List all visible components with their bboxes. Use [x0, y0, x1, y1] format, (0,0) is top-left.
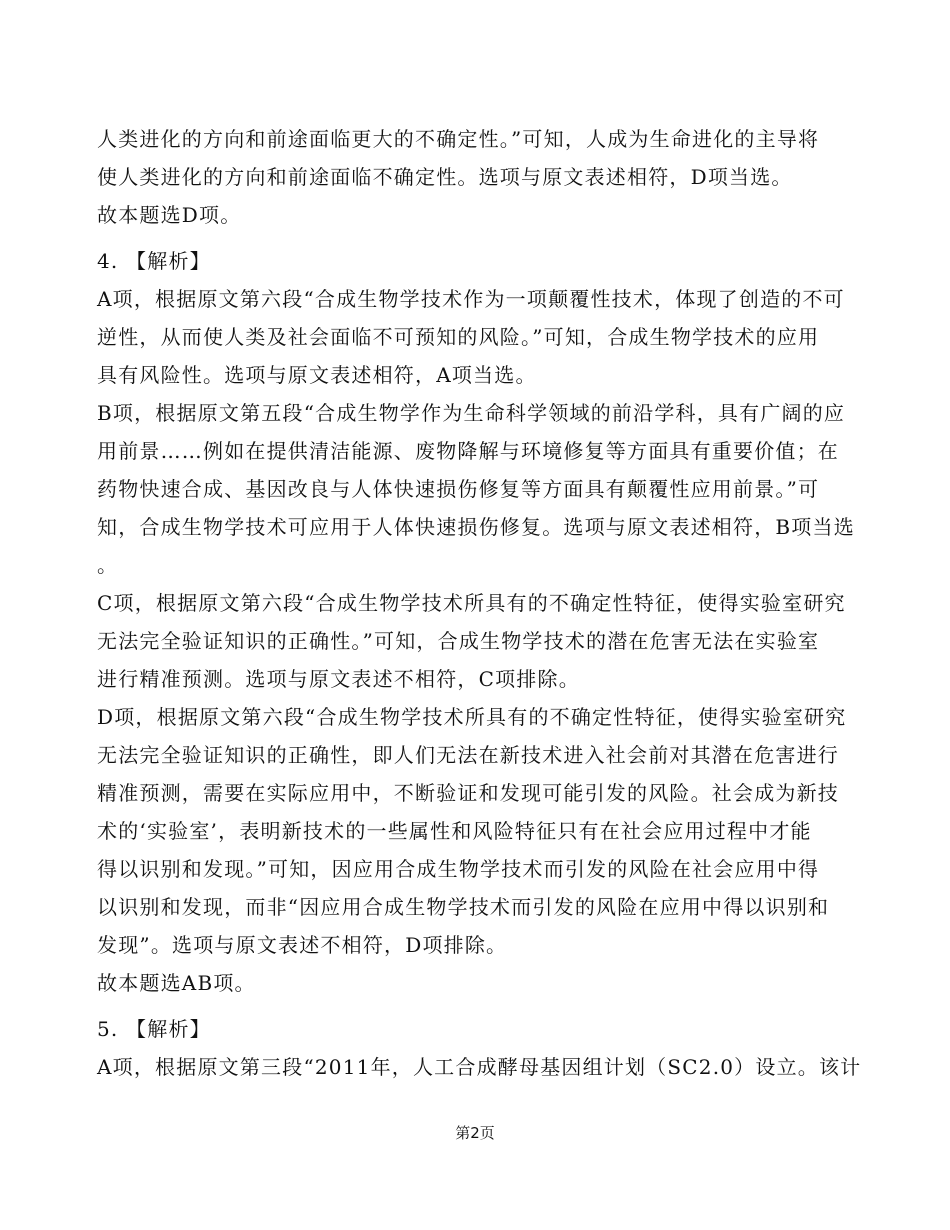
text-line: C项，根据原文第六段“合成生物学技术所具有的不确定性特征，使得实验室研究 — [97, 591, 846, 615]
text-line: 用前景……例如在提供清洁能源、废物降解与环境修复等方面具有重要价值；在 — [97, 439, 839, 463]
text-line: 。 — [97, 553, 119, 577]
text-line: A项，根据原文第三段“2011年，人工合成酵母基因组计划（SC2.0）设立。该计 — [97, 1055, 862, 1079]
text-line: 以识别和发现，而非“因应用合成生物学技术而引发的风险在应用中得以识别和 — [97, 895, 830, 919]
text-line: 逆性，从而使人类及社会面临不可预知的风险。”可知，合成生物学技术的应用 — [97, 325, 820, 349]
answer-explanation-text — [97, 120, 873, 1086]
text-line: 精准预测，需要在实际应用中，不断验证和发现可能引发的风险。社会成为新技 — [97, 781, 839, 805]
text-line: B项，根据原文第五段“合成生物学作为生命科学领域的前沿学科，具有广阔的应 — [97, 401, 846, 425]
text-line: 知，合成生物学技术可应用于人体快速损伤修复。选项与原文表述相符，B项当选 — [97, 515, 855, 539]
text-line: D项，根据原文第六段“合成生物学技术所具有的不确定性特征，使得实验室研究 — [97, 705, 847, 729]
paragraph-gap — [97, 234, 873, 242]
section-heading-5: 5. 【解析】 — [97, 1017, 211, 1041]
text-line: 药物快速合成、基因改良与人体快速损伤修复等方面具有颠覆性应用前景。”可 — [97, 477, 820, 501]
text-line: 使人类进化的方向和前途面临不确定性。选项与原文表述相符，D项当选。 — [97, 165, 793, 189]
text-line: 术的‘实验室’，表明新技术的一些属性和风险特征只有在社会应用过程中才能 — [97, 819, 812, 843]
text-line: 发现”。选项与原文表述不相符，D项排除。 — [97, 933, 508, 957]
text-line: 故本题选AB项。 — [97, 971, 256, 995]
text-line: 无法完全验证知识的正确性，即人们无法在新技术进入社会前对其潜在危害进行 — [97, 743, 839, 767]
text-line: 进行精准预测。选项与原文表述不相符，C项排除。 — [97, 667, 580, 691]
text-line: 无法完全验证知识的正确性。”可知，合成生物学技术的潜在危害无法在实验室 — [97, 629, 820, 653]
text-line: 具有风险性。选项与原文表述相符，A项当选。 — [97, 363, 537, 387]
text-line: A项，根据原文第六段“合成生物学技术作为一项颠覆性技术，体现了创造的不可 — [97, 287, 845, 311]
page-number: 第2页 — [455, 1124, 495, 1142]
text-line: 故本题选D项。 — [97, 203, 242, 227]
text-line: 人类进化的方向和前途面临更大的不确定性。”可知，人成为生命进化的主导将 — [97, 127, 820, 151]
paragraph-gap — [97, 1002, 873, 1010]
section-heading-4: 4. 【解析】 — [97, 249, 211, 273]
text-line: 得以识别和发现。”可知，因应用合成生物学技术而引发的风险在社会应用中得 — [97, 857, 820, 881]
